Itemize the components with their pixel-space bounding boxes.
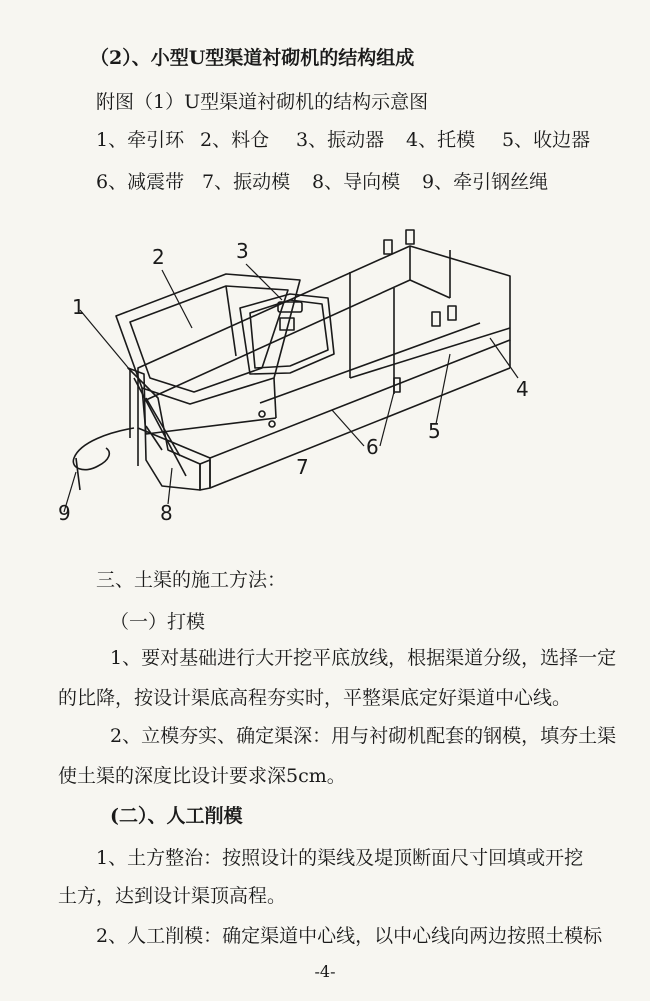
lining-machine-diagram: [50, 228, 590, 528]
callout-label-6: 6: [366, 435, 379, 459]
paragraph-2-line-2: 使土渠的深度比设计要求深5cm。: [58, 765, 346, 787]
hopper: [116, 274, 300, 434]
page-number: -4-: [314, 962, 336, 981]
machine-body: [138, 246, 510, 488]
part-item: 4、托模: [406, 129, 476, 151]
part-item: 9、牵引钢丝绳: [422, 171, 549, 193]
subsection-heading-2: (二）、人工削模: [110, 805, 243, 827]
paragraph-2-line-1: 2、立模夯实、确定渠深：用与衬砌机配套的钢模，填夯土渠: [110, 725, 617, 747]
figure-caption: 附图（1）U型渠道衬砌机的结构示意图: [96, 91, 429, 113]
part-item: 5、收边器: [502, 129, 591, 151]
callout-label-8: 8: [160, 501, 173, 525]
parts-list-row-2: [96, 170, 548, 194]
callout-label-4: 4: [516, 377, 529, 401]
callout-label-5: 5: [428, 419, 441, 443]
callout-label-3: 3: [236, 239, 249, 263]
callout-label-2: 2: [152, 245, 165, 269]
part-item: 1、牵引环: [96, 129, 185, 151]
parts-list-row-1: [96, 128, 590, 152]
paragraph-1-line-2: 的比降，按设计渠底高程夯实时，平整渠底定好渠道中心线。: [58, 687, 572, 709]
paragraph-1-line-1: 1、要对基础进行大开挖平底放线，根据渠道分级，选择一定: [110, 647, 617, 669]
paragraph-4-line-1: 2、人工削模：确定渠道中心线，以中心线向两边按照土模标: [96, 925, 603, 947]
callout-label-7: 7: [296, 455, 309, 479]
part-item: 7、振动模: [202, 171, 291, 193]
paragraph-3-line-2: 土方，达到设计渠顶高程。: [58, 885, 287, 907]
callout-label-1: 1: [72, 295, 85, 319]
subsection-heading-1: （一）打模: [110, 611, 206, 633]
section-title: （2）、小型U型渠道衬砌机的结构组成: [90, 47, 415, 69]
part-item: 2、料仓: [200, 129, 270, 151]
part-item: 3、振动器: [296, 129, 385, 151]
paragraph-3-line-1: 1、土方整治：按照设计的渠线及堤顶断面尺寸回填或开挖: [96, 847, 584, 869]
callout-label-9: 9: [58, 501, 71, 525]
part-item: 8、导向模: [312, 171, 401, 193]
traction-cable: [73, 428, 134, 490]
chapter-heading: 三、土渠的施工方法：: [96, 569, 287, 591]
part-item: 6、减震带: [96, 171, 185, 193]
